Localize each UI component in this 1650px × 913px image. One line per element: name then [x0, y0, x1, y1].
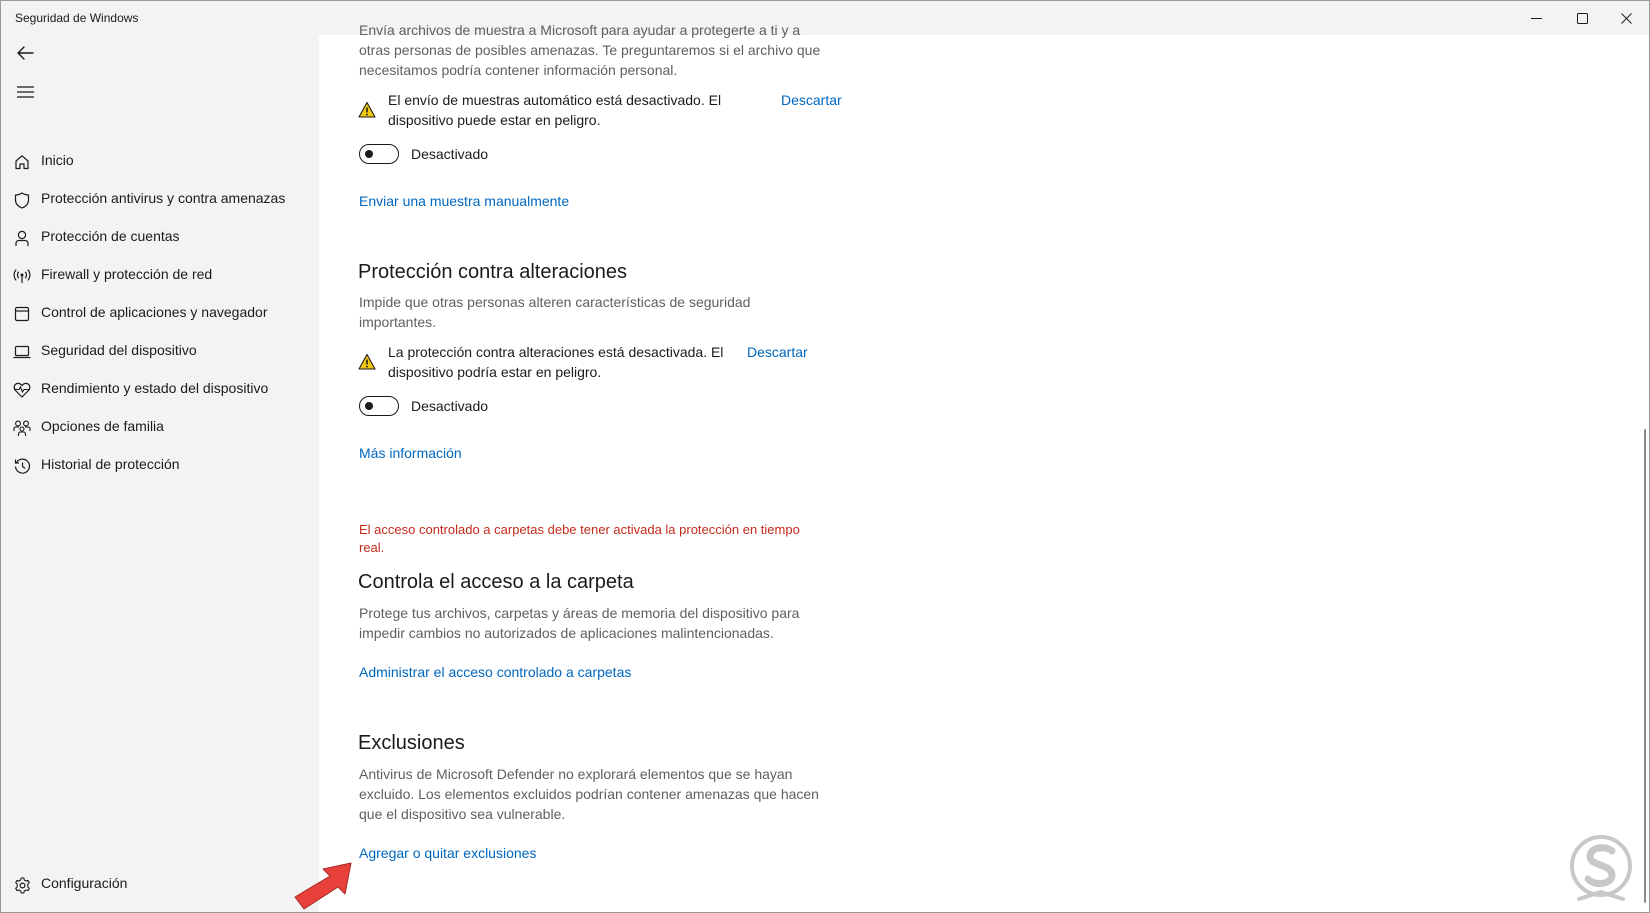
sidebar-item-label: Protección de cuentas	[41, 228, 180, 244]
sidebar-item-label: Protección antivirus y contra amenazas	[41, 190, 286, 206]
sidebar-item-configuracion[interactable]	[1, 865, 319, 903]
exclusions-title: Exclusiones	[358, 732, 465, 754]
sidebar-item-label: Inicio	[41, 152, 74, 168]
tamper-toggle-label: Desactivado	[411, 398, 489, 414]
close-button[interactable]	[1603, 1, 1649, 35]
sidebar-item-label: Configuración	[41, 875, 128, 891]
watermark-logo-icon	[1561, 833, 1641, 909]
history-icon	[13, 457, 31, 475]
sidebar-item-label: Seguridad del dispositivo	[41, 342, 197, 358]
sidebar-item-aplicaciones[interactable]	[1, 294, 319, 332]
vertical-scrollbar[interactable]	[1641, 35, 1649, 912]
folder-access-description: Protege tus archivos, carpetas y áreas de memoria del dispositivo para impedir cambios no autorizados de aplicaciones malintencionadas.	[359, 605, 800, 641]
tamper-warning-text: La protección contra alteraciones está desactivada. El dispositivo podría estar en peligro.	[388, 344, 724, 380]
more-info-link[interactable]: Más información	[359, 445, 462, 461]
scrollbar-thumb[interactable]	[1644, 429, 1646, 903]
shield-icon	[13, 191, 31, 209]
tamper-protection-title: Protección contra alteraciones	[358, 261, 628, 283]
antenna-icon	[13, 267, 31, 285]
home-icon	[13, 153, 31, 171]
sidebar-item-cuentas[interactable]	[1, 218, 319, 256]
sidebar	[1, 35, 319, 912]
sidebar-item-label: Opciones de familia	[41, 418, 164, 434]
hamburger-icon	[17, 85, 34, 103]
sidebar-item-label: Firewall y protección de red	[41, 266, 213, 282]
sidebar-item-antivirus[interactable]	[1, 180, 319, 218]
family-icon	[13, 419, 31, 437]
send-sample-link[interactable]: Enviar una muestra manualmente	[359, 193, 570, 209]
warning-icon	[358, 101, 376, 119]
maximize-button[interactable]	[1559, 1, 1605, 35]
samples-dismiss-link[interactable]: Descartar	[781, 92, 842, 108]
exclusions-description: Antivirus de Microsoft Defender no explorará elementos que se hayan excluido. Los elementos excluidos podrían contener amenazas que hacen que el dispositivo sea vulnerable.	[359, 766, 819, 822]
manage-folder-access-link[interactable]: Administrar el acceso controlado a carpetas	[359, 664, 632, 680]
sidebar-item-dispositivo[interactable]	[1, 332, 319, 370]
minimize-button[interactable]	[1513, 1, 1559, 35]
folder-access-title: Controla el acceso a la carpeta	[358, 571, 634, 593]
back-arrow-icon	[16, 45, 34, 66]
samples-description: Envía archivos de muestra a Microsoft para ayudar a protegerte a ti y a otras personas de posibles amenazas. Te preguntaremos si el archivo que necesitamos podría contener información personal.	[359, 22, 821, 78]
tamper-dismiss-link[interactable]: Descartar	[747, 344, 808, 360]
maximize-icon	[1577, 13, 1588, 24]
sidebar-item-familia[interactable]	[1, 408, 319, 446]
sidebar-item-inicio[interactable]	[1, 142, 319, 180]
toggle-knob	[365, 150, 373, 158]
warning-icon	[358, 353, 376, 371]
sidebar-item-label: Control de aplicaciones y navegador	[41, 304, 268, 320]
add-remove-exclusions-link[interactable]: Agregar o quitar exclusiones	[359, 845, 537, 861]
person-icon	[13, 229, 31, 247]
close-icon	[1621, 13, 1632, 24]
sidebar-item-label: Rendimiento y estado del dispositivo	[41, 380, 269, 396]
minimize-icon	[1531, 13, 1542, 24]
sidebar-item-rendimiento[interactable]	[1, 370, 319, 408]
toggle-knob	[365, 402, 373, 410]
sidebar-item-firewall[interactable]	[1, 256, 319, 294]
menu-button[interactable]	[9, 78, 41, 110]
tamper-toggle[interactable]	[359, 396, 399, 416]
gear-icon	[13, 876, 31, 894]
back-button[interactable]	[9, 39, 41, 71]
folder-access-error: El acceso controlado a carpetas debe tener activada la protección en tiempo real.	[359, 522, 800, 555]
window-title: Seguridad de Windows	[15, 11, 139, 25]
sidebar-item-label: Historial de protección	[41, 456, 180, 472]
main-content	[319, 22, 1649, 912]
tamper-description: Impide que otras personas alteren características de seguridad importantes.	[359, 294, 751, 330]
samples-toggle[interactable]	[359, 144, 399, 164]
sidebar-item-historial[interactable]	[1, 446, 319, 484]
samples-toggle-label: Desactivado	[411, 146, 489, 162]
samples-warning-text: El envío de muestras automático está desactivado. El dispositivo puede estar en peligro.	[388, 92, 722, 128]
app-window-icon	[13, 305, 31, 323]
heart-pulse-icon	[13, 381, 31, 399]
annotation-arrow-icon	[293, 861, 355, 911]
title-bar	[1, 1, 1649, 35]
laptop-icon	[13, 343, 31, 361]
